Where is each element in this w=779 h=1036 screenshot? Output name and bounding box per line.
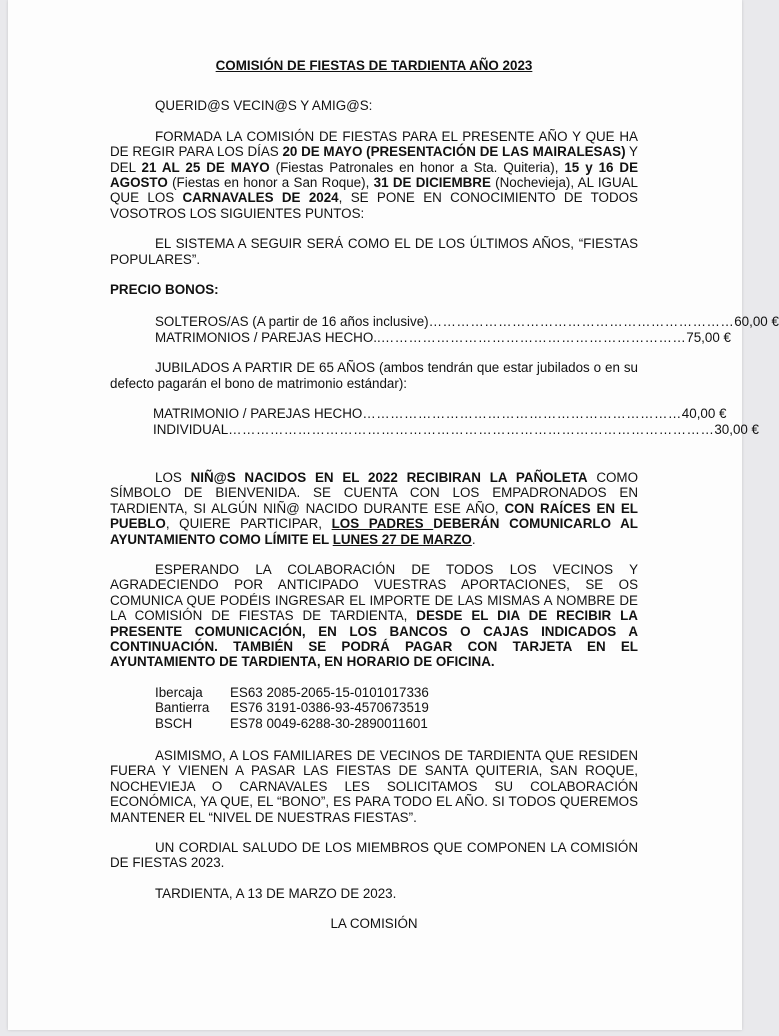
document-title: COMISIÓN DE FIESTAS DE TARDIENTA AÑO 2023 — [215, 58, 533, 73]
bank-account-row — [155, 700, 638, 715]
price-list-retirees — [153, 406, 760, 437]
price-row: INDIVIDUAL …………………………………………………………………………………………… 30,00 € — [153, 421, 760, 437]
bank-accounts-list — [155, 685, 638, 731]
bank-iban: ES78 0049-6288-30-2890011601 — [230, 715, 428, 731]
bank-account-row — [155, 685, 638, 700]
collaboration-paragraph: ESPERANDO LA COLABORACIÓN DE TODOS LOS VECINOS Y AGRADECIENDO POR ANTICIPADO VUESTRAS APORTACIONES, SE OS COMUNICA QUE PODÉIS INGRESAR EL IMPORTE DE LAS MISMAS A NOMBRE DE LA COMISIÓN DE FIESTAS DE TARDIENTA, DESDE EL DIA DE RECIBIR LA PRESENTE COMUNICACIÓN, EN LOS BANCOS O CAJAS INDICADOS A CONTINUACIÓN. TAMBIÉN SE PODRÁ PAGAR CON TARJETA EN EL AYUNTAMIENTO DE TARDIENTA, EN HORARIO DE OFICINA. — [110, 561, 638, 670]
document-page — [8, 0, 779, 1030]
date-line: TARDIENTA, A 13 DE MARZO DE 2023. — [155, 885, 397, 901]
price-row: MATRIMONIO / PAREJAS HECHO …………………………………………………………… 40,00 € — [153, 406, 727, 422]
greeting: QUERID@S VECIN@S Y AMIG@S: — [155, 98, 373, 114]
bank-name: BSCH — [155, 715, 193, 731]
bank-name: Ibercaja — [155, 684, 203, 700]
intro-paragraph: FORMADA LA COMISIÓN DE FIESTAS PARA EL PRESENTE AÑO Y QUE HA DE REGIR PARA LOS DÍAS 20 DE MAYO (PRESENTACIÓN DE LAS MAIRALESAS) Y DEL 21 AL 25 DE MAYO (Fiestas Patronales en honor a Sta. Quiteria), 15 y 16 DE AGOSTO (Fiestas en honor a San Roque), 31 DE DICIEMBRE (Nochevieja), AL IGUAL QUE LOS CARNAVALES DE 2024, SE PONE EN CONOCIMIENTO DE TODOS VOSOTROS LOS SIGUIENTES PUNTOS: — [110, 128, 639, 221]
system-paragraph: EL SISTEMA A SEGUIR SERÁ COMO EL DE LOS ÚLTIMOS AÑOS, “FIESTAS POPULARES”. — [110, 236, 638, 267]
bank-name: Bantierra — [155, 700, 210, 716]
relatives-paragraph: ASIMISMO, A LOS FAMILIARES DE VECINOS DE TARDIENTA QUE RESIDEN FUERA Y VIENEN A PASAR LAS FIESTAS DE SANTA QUITERIA, SAN ROQUE, NOCHEVIEJA O CARNAVALES LES SOLICITAMOS SU COLABORACIÓN ECONÓMICA, YA QUE, EL “BONO”, ES PARA TODO EL AÑO. SI TODOS QUEREMOS MANTENER EL “NIVEL DE NUESTRAS FIESTAS”. — [110, 748, 638, 825]
children-paragraph: LOS NIÑ@S NACIDOS EN EL 2022 RECIBIRAN LA PAÑOLETA COMO SÍMBOLO DE BIENVENIDA. SE CUENTA CON LOS EMPADRONADOS EN TARDIENTA, SI ALGÚN NIÑ@ NACIDO DURANTE ESE AÑO, CON RAÍCES EN EL PUEBLO, QUIERE PARTICIPAR, LOS PADRES DEBERÁN COMUNICARLO AL AYUNTAMIENTO COMO LÍMITE EL LUNES 27 DE MARZO. — [110, 469, 639, 547]
price-list-general — [155, 314, 779, 345]
greeting-closing-paragraph: UN CORDIAL SALUDO DE LOS MIEMBROS QUE COMPONEN LA COMISIÓN DE FIESTAS 2023. — [110, 840, 638, 871]
signature: LA COMISIÓN — [330, 916, 418, 932]
retirees-paragraph: JUBILADOS A PARTIR DE 65 AÑOS (ambos tendrán que estar jubilados o en su defecto pagarán el bono de matrimonio estándar): — [110, 360, 638, 391]
document-body — [110, 58, 779, 932]
bank-account-row — [155, 716, 638, 731]
bank-iban: ES76 3191-0386-93-4570673519 — [230, 700, 429, 716]
price-row: SOLTEROS/AS (A partir de 16 años inclusive) ………………………………………………………… 60,00 € — [155, 314, 779, 330]
price-heading: PRECIO BONOS: — [110, 282, 219, 298]
price-row: MATRIMONIOS / PAREJAS HECHO.. ………………………………………………………… 75,00 € — [155, 329, 731, 345]
bank-iban: ES63 2085-2065-15-0101017336 — [230, 684, 429, 700]
